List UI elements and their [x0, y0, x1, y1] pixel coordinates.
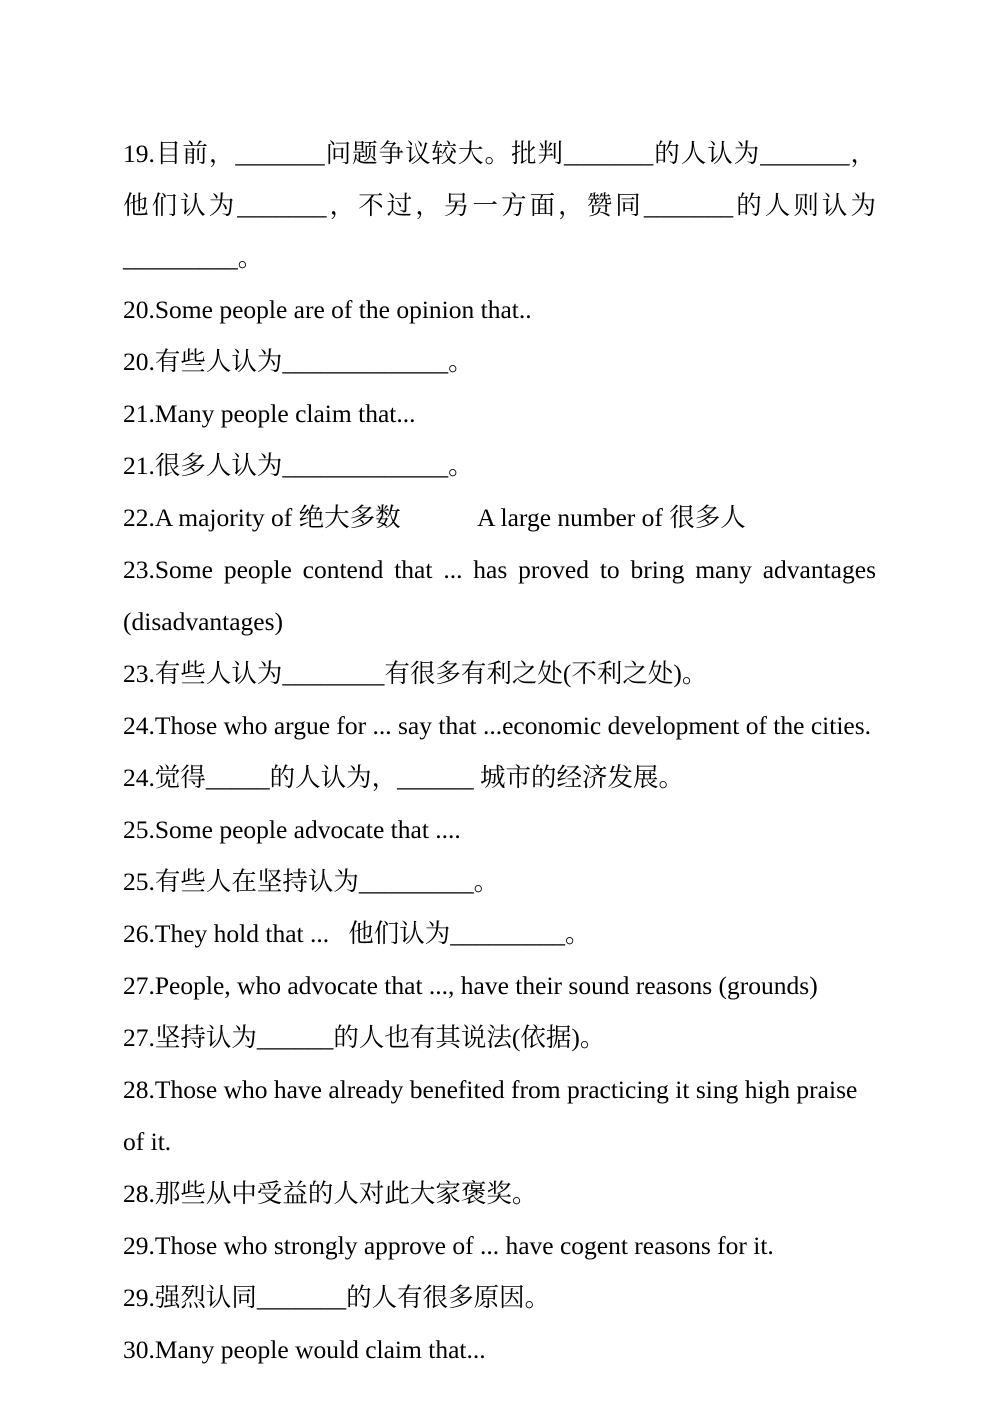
paragraph-item-24-en: 24.Those who argue for ... say that ...economic development of the cities. [123, 711, 872, 740]
paragraph-item-20-en: 20.Some people are of the opinion that.. [123, 295, 532, 324]
paragraph-item-29-cn: 29.强烈认同_______的人有很多原因。 [123, 1283, 551, 1312]
paragraph-item-30-en: 30.Many people would claim that... [123, 1335, 486, 1364]
paragraph-item-21-cn: 21.很多人认为_____________。 [123, 451, 474, 480]
paragraph-item-20-cn: 20.有些人认为_____________。 [123, 347, 474, 376]
paragraph-item-29-en: 29.Those who strongly approve of ... have cogent reasons for it. [123, 1231, 774, 1260]
paragraph-item-24-cn: 24.觉得_____的人认为，______ 城市的经济发展。 [123, 763, 685, 792]
paragraph-item-28-en: 28.Those who have already benefited from practicing it sing high praise of it. [123, 1075, 864, 1156]
paragraph-item-19: 19.目前，_______问题争议较大。批判_______的人认为_______，他们认为_______，不过，另一方面，赞同_______的人则认为_________。 [123, 139, 876, 272]
paragraph-item-25-en: 25.Some people advocate that .... [123, 815, 461, 844]
paragraph-item-26: 26.They hold that ... 他们认为_________。 [123, 919, 591, 948]
paragraph-item-28-cn: 28.那些从中受益的人对此大家褒奖。 [123, 1179, 538, 1208]
paragraph-item-23-en: 23.Some people contend that ... has proved to bring many advantages (disadvantages) [123, 555, 883, 636]
paragraph-item-27-cn: 27.坚持认为______的人也有其说法(依据)。 [123, 1023, 606, 1052]
paragraph-item-25-cn: 25.有些人在坚持认为_________。 [123, 867, 500, 896]
document-body [123, 128, 883, 1376]
paragraph-item-22: 22.A majority of 绝大多数 A large number of 很多人 [123, 503, 746, 532]
paragraph-item-21-en: 21.Many people claim that... [123, 399, 416, 428]
paragraph-item-23-cn: 23.有些人认为________有很多有利之处(不利之处)。 [123, 659, 708, 688]
paragraph-item-27-en: 27.People, who advocate that ..., have their sound reasons (grounds) [123, 971, 818, 1000]
